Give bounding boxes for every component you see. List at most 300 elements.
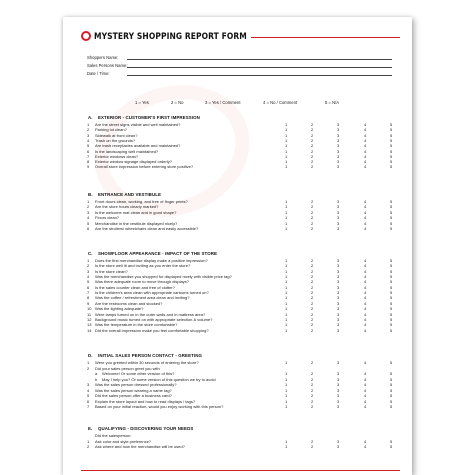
rating-option-5[interactable]: 5 [390, 164, 393, 170]
shoppers-name-field[interactable] [127, 59, 392, 60]
rating-option-2[interactable]: 2 [311, 371, 314, 376]
rating-option-5[interactable]: 5 [390, 215, 393, 221]
rating-option-4[interactable]: 4 [364, 148, 367, 154]
rating-option-5[interactable]: 5 [390, 263, 393, 269]
rating-option-3[interactable]: 3 [337, 404, 340, 409]
rating-option-2[interactable]: 2 [311, 295, 314, 301]
question-text: Background music turned on with appropriate selection & volume? [95, 316, 213, 322]
rating-option-2[interactable]: 2 [311, 444, 314, 449]
question-number: 2 [87, 204, 90, 210]
question-number: 3 [87, 132, 90, 138]
rating-option-4[interactable]: 4 [364, 300, 367, 306]
rating-option-2[interactable]: 2 [311, 226, 314, 231]
rating-option-3[interactable]: 3 [337, 127, 340, 133]
rating-option-1[interactable]: 1 [285, 284, 288, 290]
scale-legend-2: 2 = No [171, 100, 184, 105]
rating-option-4[interactable]: 4 [364, 444, 367, 449]
question-text: Is the store well lit and inviting as you enter the store? [95, 263, 191, 269]
question-number: 2 [87, 365, 90, 371]
rating-option-3[interactable]: 3 [337, 215, 340, 221]
rating-option-2[interactable]: 2 [311, 220, 314, 226]
rating-option-2[interactable]: 2 [311, 393, 314, 398]
question-row [63, 322, 412, 327]
rating-option-3[interactable]: 3 [337, 137, 340, 143]
rating-option-2[interactable]: 2 [311, 274, 314, 280]
question-row [63, 444, 412, 449]
rating-option-5[interactable]: 5 [390, 438, 393, 444]
rating-option-3[interactable]: 3 [337, 393, 340, 398]
rating-option-3[interactable]: 3 [337, 316, 340, 322]
question-row [63, 210, 412, 215]
rating-option-3[interactable]: 3 [337, 159, 340, 165]
rating-option-3[interactable]: 3 [337, 295, 340, 301]
rating-option-4[interactable]: 4 [364, 306, 367, 312]
rating-option-1[interactable]: 1 [285, 274, 288, 280]
rating-option-5[interactable]: 5 [390, 279, 393, 285]
rating-option-5[interactable]: 5 [390, 137, 393, 143]
rating-option-2[interactable]: 2 [311, 306, 314, 312]
rating-option-5[interactable]: 5 [390, 290, 393, 296]
question-text: Was the merchandise you shopped for displayed nicely with visible price tag? [95, 274, 232, 280]
rating-option-1[interactable]: 1 [285, 204, 288, 210]
rating-option-2[interactable]: 2 [311, 199, 314, 204]
question-text: Was the lighting adequate? [95, 306, 144, 312]
rating-option-2[interactable]: 2 [311, 311, 314, 317]
rating-option-4[interactable]: 4 [364, 316, 367, 322]
rating-option-4[interactable]: 4 [364, 387, 367, 393]
rating-option-2[interactable]: 2 [311, 127, 314, 133]
rating-option-2[interactable]: 2 [311, 387, 314, 393]
rating-option-3[interactable]: 3 [337, 153, 340, 159]
question-text: Is the landscaping well maintained? [95, 148, 159, 154]
scale-legend-4: 4 = No / Comment [263, 100, 298, 105]
section-letter: E. [88, 426, 93, 431]
rating-option-5[interactable]: 5 [390, 220, 393, 226]
rating-option-4[interactable]: 4 [364, 376, 367, 382]
rating-option-3[interactable]: 3 [337, 387, 340, 393]
rating-option-1[interactable]: 1 [285, 209, 288, 215]
question-row [63, 149, 412, 154]
rating-option-1[interactable]: 1 [285, 311, 288, 317]
question-row [63, 295, 412, 300]
rating-option-2[interactable]: 2 [311, 284, 314, 290]
rating-option-4[interactable]: 4 [364, 258, 367, 263]
section-title: ENTRANCE AND VESTIBULE [98, 192, 162, 197]
rating-option-3[interactable]: 3 [337, 122, 340, 127]
rating-option-1[interactable]: 1 [285, 127, 288, 133]
rating-option-5[interactable]: 5 [390, 306, 393, 312]
rating-option-5[interactable]: 5 [390, 316, 393, 322]
question-row [63, 138, 412, 143]
form-header [81, 29, 400, 43]
rating-option-3[interactable]: 3 [337, 199, 340, 204]
rating-option-2[interactable]: 2 [311, 398, 314, 404]
scale-legend-3: 3 = Yes / Comment [205, 100, 241, 105]
rating-option-5[interactable]: 5 [390, 300, 393, 306]
question-text: Front doors clean, working, and free of finger prints? [95, 199, 188, 204]
question-row [63, 382, 412, 387]
rating-option-1[interactable]: 1 [285, 164, 288, 170]
sales-person-name-field[interactable] [127, 67, 392, 68]
rating-option-5[interactable]: 5 [390, 322, 393, 328]
question-row [63, 133, 412, 138]
rating-option-1[interactable]: 1 [285, 306, 288, 312]
section-letter: B. [88, 192, 93, 197]
rating-option-2[interactable]: 2 [311, 258, 314, 263]
question-row [63, 263, 412, 268]
rating-option-2[interactable]: 2 [311, 137, 314, 143]
rating-option-2[interactable]: 2 [311, 215, 314, 221]
question-text: Are the street signs visible and well maintained? [95, 122, 181, 127]
rating-option-1[interactable]: 1 [285, 327, 288, 333]
rating-option-1[interactable]: 1 [285, 398, 288, 404]
rating-option-3[interactable]: 3 [337, 263, 340, 269]
rating-option-3[interactable]: 3 [337, 438, 340, 444]
rating-option-5[interactable]: 5 [390, 127, 393, 133]
question-number: 6 [87, 226, 90, 231]
question-text: Are the store hours clearly marked? [95, 204, 159, 210]
question-row [63, 366, 412, 371]
rating-option-3[interactable]: 3 [337, 274, 340, 280]
rating-option-3[interactable]: 3 [337, 371, 340, 376]
rating-option-1[interactable]: 1 [285, 295, 288, 301]
rating-option-1[interactable]: 1 [285, 376, 288, 382]
rating-option-4[interactable]: 4 [364, 226, 367, 231]
rating-option-2[interactable]: 2 [311, 153, 314, 159]
question-text: Was the sales person wearing a name tag? [95, 387, 172, 393]
question-row [63, 399, 412, 404]
rating-option-2[interactable]: 2 [311, 322, 314, 328]
question-text: Are trash receptacles available and maintained? [95, 143, 181, 149]
rating-option-3[interactable]: 3 [337, 209, 340, 215]
rating-option-2[interactable]: 2 [311, 148, 314, 154]
rating-option-2[interactable]: 2 [311, 327, 314, 333]
question-row [63, 439, 412, 444]
rating-option-4[interactable]: 4 [364, 371, 367, 376]
rating-option-2[interactable]: 2 [311, 132, 314, 138]
rating-option-1[interactable]: 1 [285, 438, 288, 444]
question-text: Are the restrooms clean and stocked? [95, 300, 163, 306]
rating-option-4[interactable]: 4 [364, 311, 367, 317]
rating-option-2[interactable]: 2 [311, 204, 314, 210]
rating-option-3[interactable]: 3 [337, 148, 340, 154]
rating-option-2[interactable]: 2 [311, 143, 314, 149]
rating-option-2[interactable]: 2 [311, 360, 314, 365]
rating-option-1[interactable]: 1 [285, 226, 288, 231]
rating-option-2[interactable]: 2 [311, 376, 314, 382]
rating-option-1[interactable]: 1 [285, 360, 288, 365]
rating-option-3[interactable]: 3 [337, 204, 340, 210]
rating-option-3[interactable]: 3 [337, 444, 340, 449]
question-row [63, 127, 412, 132]
rating-option-4[interactable]: 4 [364, 199, 367, 204]
rating-option-1[interactable]: 1 [285, 404, 288, 409]
question-number: 6 [87, 148, 90, 154]
rating-option-1[interactable]: 1 [285, 268, 288, 274]
section-title: EXTERIOR - CUSTOMER'S FIRST IMPRESSION [98, 115, 200, 120]
rating-option-4[interactable]: 4 [364, 204, 367, 210]
question-text: Is the welcome mat clean and in good shape? [95, 209, 177, 215]
rating-option-5[interactable]: 5 [390, 404, 393, 409]
rating-option-4[interactable]: 4 [364, 132, 367, 138]
question-row [63, 204, 412, 209]
rating-option-4[interactable]: 4 [364, 164, 367, 170]
rating-option-4[interactable]: 4 [364, 215, 367, 221]
rating-option-5[interactable]: 5 [390, 209, 393, 215]
section-heading [88, 426, 193, 431]
sales-person-name-label: Sales Persons Name: [87, 63, 128, 68]
question-text: Exterior window signage displayed orderly? [95, 159, 172, 165]
rating-option-3[interactable]: 3 [337, 284, 340, 290]
rating-option-4[interactable]: 4 [364, 295, 367, 301]
question-row [63, 285, 412, 290]
rating-option-1[interactable]: 1 [285, 382, 288, 387]
rating-option-3[interactable]: 3 [337, 398, 340, 404]
question-number: 9 [87, 164, 90, 170]
rating-option-2[interactable]: 2 [311, 438, 314, 444]
question-row [63, 312, 412, 317]
question-text: Were you greeted within 30 seconds of entering the store? [95, 360, 199, 365]
rating-option-5[interactable]: 5 [390, 387, 393, 393]
rating-option-4[interactable]: 4 [364, 398, 367, 404]
rating-option-4[interactable]: 4 [364, 153, 367, 159]
rating-option-4[interactable]: 4 [364, 393, 367, 398]
rating-option-5[interactable]: 5 [390, 258, 393, 263]
question-number: 9 [87, 300, 90, 306]
question-text: Does the first merchandise display make a positive impression? [95, 258, 208, 263]
rating-option-1[interactable]: 1 [285, 279, 288, 285]
rating-option-4[interactable]: 4 [364, 279, 367, 285]
question-text: May I help you? Or some version of this question we try to avoid [102, 376, 216, 382]
brand-logo-icon [81, 31, 91, 41]
rating-option-1[interactable]: 1 [285, 300, 288, 306]
question-text: Is the children's area clean with appropriate cartoons turned on? [95, 290, 209, 296]
rating-option-2[interactable]: 2 [311, 279, 314, 285]
question-number: 10 [87, 306, 92, 312]
question-row [63, 328, 412, 333]
rating-option-4[interactable]: 4 [364, 137, 367, 143]
rating-option-5[interactable]: 5 [390, 393, 393, 398]
rating-option-3[interactable]: 3 [337, 327, 340, 333]
rating-option-3[interactable]: 3 [337, 164, 340, 170]
question-text: Exterior windows clean? [95, 153, 139, 159]
rating-option-1[interactable]: 1 [285, 290, 288, 296]
rating-option-4[interactable]: 4 [364, 382, 367, 387]
rating-option-4[interactable]: 4 [364, 159, 367, 165]
question-text: Parking lot clean? [95, 127, 127, 133]
rating-option-3[interactable]: 3 [337, 258, 340, 263]
rating-option-4[interactable]: 4 [364, 143, 367, 149]
rating-option-3[interactable]: 3 [337, 300, 340, 306]
rating-option-4[interactable]: 4 [364, 263, 367, 269]
rating-option-1[interactable]: 1 [285, 258, 288, 263]
section-intro: Did the salesperson: [95, 433, 132, 438]
date-time-label: Date / Time: [87, 71, 110, 76]
rating-option-5[interactable]: 5 [390, 376, 393, 382]
question-number: 1 [87, 122, 90, 127]
rating-option-4[interactable]: 4 [364, 404, 367, 409]
rating-option-3[interactable]: 3 [337, 306, 340, 312]
question-number: 5 [87, 279, 90, 285]
rating-option-1[interactable]: 1 [285, 137, 288, 143]
question-text: Trash on the grounds? [95, 137, 136, 143]
rating-option-4[interactable]: 4 [364, 290, 367, 296]
rating-option-1[interactable]: 1 [285, 371, 288, 376]
rating-option-2[interactable]: 2 [311, 209, 314, 215]
rating-option-3[interactable]: 3 [337, 132, 340, 138]
section-letter: D. [88, 353, 93, 358]
rating-option-5[interactable]: 5 [390, 132, 393, 138]
rating-option-1[interactable]: 1 [285, 263, 288, 269]
rating-option-2[interactable]: 2 [311, 290, 314, 296]
rating-option-5[interactable]: 5 [390, 143, 393, 149]
rating-option-3[interactable]: 3 [337, 376, 340, 382]
question-row [63, 269, 412, 274]
rating-option-1[interactable]: 1 [285, 393, 288, 398]
rating-option-4[interactable]: 4 [364, 122, 367, 127]
rating-option-5[interactable]: 5 [390, 327, 393, 333]
footer-rule [81, 470, 400, 471]
rating-option-1[interactable]: 1 [285, 215, 288, 221]
section-title: SHOWFLOOR APPEARANCE - IMPACT OF THE STORE [98, 251, 218, 256]
rating-option-1[interactable]: 1 [285, 143, 288, 149]
rating-option-1[interactable]: 1 [285, 322, 288, 328]
rating-option-5[interactable]: 5 [390, 274, 393, 280]
rating-option-5[interactable]: 5 [390, 295, 393, 301]
rating-option-5[interactable]: 5 [390, 268, 393, 274]
rating-option-3[interactable]: 3 [337, 322, 340, 328]
rating-option-4[interactable]: 4 [364, 274, 367, 280]
question-number: 2 [87, 444, 90, 449]
rating-option-1[interactable]: 1 [285, 387, 288, 393]
rating-option-2[interactable]: 2 [311, 404, 314, 409]
form-title: MYSTERY SHOPPING REPORT FORM [94, 31, 247, 41]
rating-option-5[interactable]: 5 [390, 311, 393, 317]
question-number: 4 [87, 274, 90, 280]
rating-option-3[interactable]: 3 [337, 382, 340, 387]
question-row [63, 258, 412, 263]
rating-option-1[interactable]: 1 [285, 122, 288, 127]
rating-option-1[interactable]: 1 [285, 199, 288, 204]
rating-option-4[interactable]: 4 [364, 209, 367, 215]
question-number: 7 [87, 404, 90, 409]
rating-option-4[interactable]: 4 [364, 322, 367, 328]
question-row [63, 371, 412, 376]
rating-option-4[interactable]: 4 [364, 438, 367, 444]
question-text: Sidewalk at front clean? [95, 132, 138, 138]
question-number: 3 [87, 382, 90, 387]
rating-option-3[interactable]: 3 [337, 220, 340, 226]
rating-option-5[interactable]: 5 [390, 444, 393, 449]
rating-option-4[interactable]: 4 [364, 284, 367, 290]
section-heading [88, 192, 161, 197]
question-row [63, 377, 412, 382]
question-number: 5 [87, 143, 90, 149]
rating-option-1[interactable]: 1 [285, 148, 288, 154]
question-number: 1 [87, 438, 90, 444]
rating-option-1[interactable]: 1 [285, 153, 288, 159]
rating-option-5[interactable]: 5 [390, 226, 393, 231]
rating-option-1[interactable]: 1 [285, 444, 288, 449]
rating-option-4[interactable]: 4 [364, 360, 367, 365]
form-sheet [63, 17, 412, 475]
rating-option-5[interactable]: 5 [390, 199, 393, 204]
rating-option-3[interactable]: 3 [337, 279, 340, 285]
rating-option-5[interactable]: 5 [390, 398, 393, 404]
rating-option-3[interactable]: 3 [337, 290, 340, 296]
rating-option-3[interactable]: 3 [337, 226, 340, 231]
rating-option-1[interactable]: 1 [285, 159, 288, 165]
section-title: INITIAL SALES PERSON CONTACT - GREETING [98, 353, 202, 358]
question-row [63, 290, 412, 295]
rating-option-2[interactable]: 2 [311, 263, 314, 269]
date-time-field[interactable] [127, 75, 392, 76]
rating-option-2[interactable]: 2 [311, 268, 314, 274]
question-number: 12 [87, 316, 92, 322]
rating-option-2[interactable]: 2 [311, 316, 314, 322]
rating-option-1[interactable]: 1 [285, 316, 288, 322]
question-row [63, 164, 412, 169]
rating-option-5[interactable]: 5 [390, 371, 393, 376]
question-number: 1 [87, 199, 90, 204]
rating-option-5[interactable]: 5 [390, 382, 393, 387]
rating-option-5[interactable]: 5 [390, 148, 393, 154]
rating-option-5[interactable]: 5 [390, 360, 393, 365]
rating-option-5[interactable]: 5 [390, 204, 393, 210]
rating-option-5[interactable]: 5 [390, 284, 393, 290]
section-title: QUALIFYING - DISCOVERING YOUR NEEDS [98, 426, 194, 431]
question-number: 13 [87, 322, 92, 328]
rating-option-2[interactable]: 2 [311, 159, 314, 165]
question-number: b [95, 376, 98, 382]
question-number: 3 [87, 268, 90, 274]
question-row [63, 301, 412, 306]
rating-option-2[interactable]: 2 [311, 122, 314, 127]
scale-legend-1: 1 = Yes [135, 100, 149, 105]
question-text: Was the temperature in the store comfortable? [95, 322, 178, 328]
rating-option-3[interactable]: 3 [337, 143, 340, 149]
rating-option-1[interactable]: 1 [285, 220, 288, 226]
rating-option-5[interactable]: 5 [390, 122, 393, 127]
rating-option-4[interactable]: 4 [364, 220, 367, 226]
section-heading [88, 115, 200, 120]
rating-option-4[interactable]: 4 [364, 127, 367, 133]
rating-option-3[interactable]: 3 [337, 268, 340, 274]
question-row [63, 274, 412, 279]
question-text: Was the coffee / refreshment area clean and inviting? [95, 295, 190, 301]
rating-option-4[interactable]: 4 [364, 327, 367, 333]
rating-option-5[interactable]: 5 [390, 153, 393, 159]
section-letter: A. [88, 115, 93, 120]
rating-option-5[interactable]: 5 [390, 159, 393, 165]
rating-option-2[interactable]: 2 [311, 382, 314, 387]
question-number: 2 [87, 263, 90, 269]
question-number: 5 [87, 393, 90, 398]
question-row [63, 306, 412, 311]
question-text: Did the overall impression make you feel comfortable shopping? [95, 327, 209, 333]
question-row [63, 215, 412, 220]
rating-option-3[interactable]: 3 [337, 311, 340, 317]
question-row [63, 388, 412, 393]
question-text: Did your sales person greet you with [95, 365, 160, 371]
rating-option-4[interactable]: 4 [364, 268, 367, 274]
rating-option-2[interactable]: 2 [311, 164, 314, 170]
question-number: 1 [87, 258, 90, 263]
question-row [63, 122, 412, 127]
rating-option-3[interactable]: 3 [337, 360, 340, 365]
rating-option-2[interactable]: 2 [311, 300, 314, 306]
rating-option-1[interactable]: 1 [285, 132, 288, 138]
